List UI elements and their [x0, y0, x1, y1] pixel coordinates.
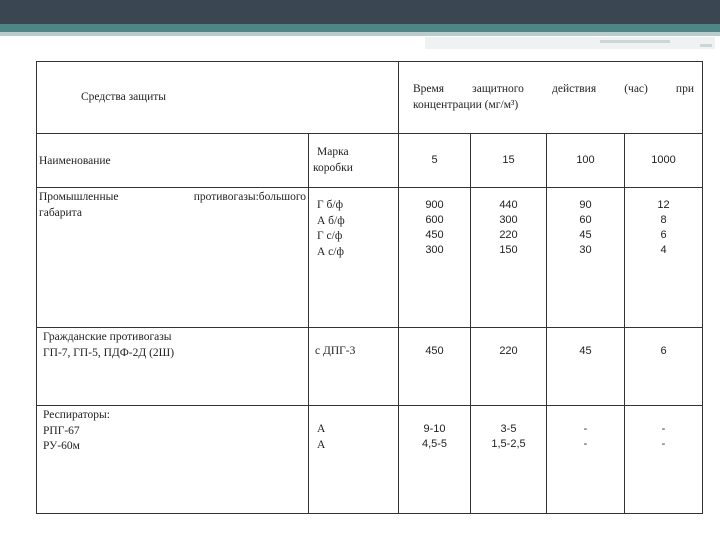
value-c5: 450 [425, 345, 444, 357]
row-name-line1: Промышленные противогазы:большого [39, 191, 306, 203]
row-c15-cell [471, 188, 547, 328]
table-row [37, 188, 703, 328]
row-name-line2: РПГ-67 [43, 424, 80, 437]
value-c100: 45 [579, 345, 592, 357]
value-c5: 450 [425, 228, 444, 241]
column-c100-text: 100 [576, 154, 595, 167]
value-c1000: 12 [657, 199, 670, 211]
header-sredstva [37, 62, 399, 134]
title-bar [0, 0, 720, 24]
row-c1000-cell [625, 328, 703, 406]
row-brand-cell [309, 188, 399, 328]
row-c1000-cell [625, 188, 703, 328]
value-c1000: 6 [660, 345, 667, 357]
row-c5-cell [399, 188, 471, 328]
column-brand-line2: коробки [313, 161, 353, 174]
row-c5-cell [399, 406, 471, 514]
value-c5: 9-10 [423, 423, 446, 435]
value-c1000: - [661, 437, 666, 450]
row-c15-cell [471, 406, 547, 514]
column-c5 [399, 134, 471, 188]
value-c5: 600 [425, 213, 444, 226]
column-name [37, 134, 309, 188]
header-vremya-line1: Время защитного действия (час) при [413, 82, 694, 95]
column-brand-line1: Марка [317, 145, 349, 158]
header-vremya-line2: концентрации (мг/м³) [413, 98, 519, 111]
value-c15: 220 [499, 228, 518, 241]
value-c5: 4,5-5 [421, 437, 448, 450]
row-c5-cell [399, 328, 471, 406]
accent-stripe [0, 24, 720, 32]
column-c1000 [625, 134, 703, 188]
value-c15: 1,5-2,5 [491, 437, 526, 450]
value-c1000: - [661, 423, 666, 435]
header-vremya [399, 62, 703, 134]
row-name-cell [37, 328, 309, 406]
row-brand-cell [309, 406, 399, 514]
row-c1000-cell [625, 406, 703, 514]
brand-value: Г с/ф [317, 230, 343, 243]
value-c15: 220 [499, 345, 518, 357]
row-c100-cell [547, 188, 625, 328]
value-c1000: 6 [660, 228, 667, 241]
row-c100-cell [547, 328, 625, 406]
row-brand-cell [309, 328, 399, 406]
value-c15: 3-5 [500, 423, 517, 435]
protection-table [36, 61, 703, 514]
table-row [37, 328, 703, 406]
accent-stripe-light [0, 32, 720, 36]
value-c15: 300 [499, 213, 518, 226]
column-c5-text: 5 [431, 154, 438, 167]
brand-value: с ДПГ-3 [315, 345, 356, 357]
table-row [37, 406, 703, 514]
value-c5: 900 [425, 199, 444, 211]
row-name-cell [37, 188, 309, 328]
value-c100: 90 [579, 199, 592, 211]
row-name-line1: Гражданские противогазы [43, 331, 172, 343]
row-c100-cell [547, 406, 625, 514]
column-c1000-text: 1000 [651, 154, 676, 167]
header-sredstva-text: Средства защиты [81, 90, 167, 103]
decorative-line [700, 44, 712, 47]
column-c15 [471, 134, 547, 188]
decorative-line [600, 40, 670, 43]
row-c15-cell [471, 328, 547, 406]
value-c15: 440 [499, 199, 518, 211]
value-c100: - [583, 423, 588, 435]
value-c15: 150 [499, 243, 518, 256]
brand-value: А [317, 438, 326, 451]
column-name-text: Наименование [39, 154, 111, 167]
decorative-bar [425, 37, 715, 49]
brand-value: Г б/ф [317, 199, 344, 211]
value-c100: 30 [579, 243, 592, 256]
row-name-cell [37, 406, 309, 514]
value-c100: 60 [579, 213, 592, 226]
value-c1000: 4 [660, 243, 667, 256]
value-c5: 300 [425, 243, 444, 256]
value-c1000: 8 [660, 213, 667, 226]
value-c100: - [583, 437, 588, 450]
column-c100 [547, 134, 625, 188]
row-name-line3: РУ-60м [43, 440, 80, 453]
table-header-row [37, 62, 703, 134]
row-name-line2: габарита [39, 206, 82, 219]
column-header-row [37, 134, 703, 188]
brand-value: А б/ф [317, 214, 345, 227]
row-name-line2: ГП-7, ГП-5, ПДФ-2Д (2Ш) [43, 346, 175, 359]
column-brand [309, 134, 399, 188]
brand-value: А [317, 423, 326, 435]
brand-value: А с/ф [317, 245, 344, 258]
value-c100: 45 [579, 228, 592, 241]
row-name-line1: Респираторы: [43, 409, 110, 421]
column-c15-text: 15 [502, 154, 515, 167]
